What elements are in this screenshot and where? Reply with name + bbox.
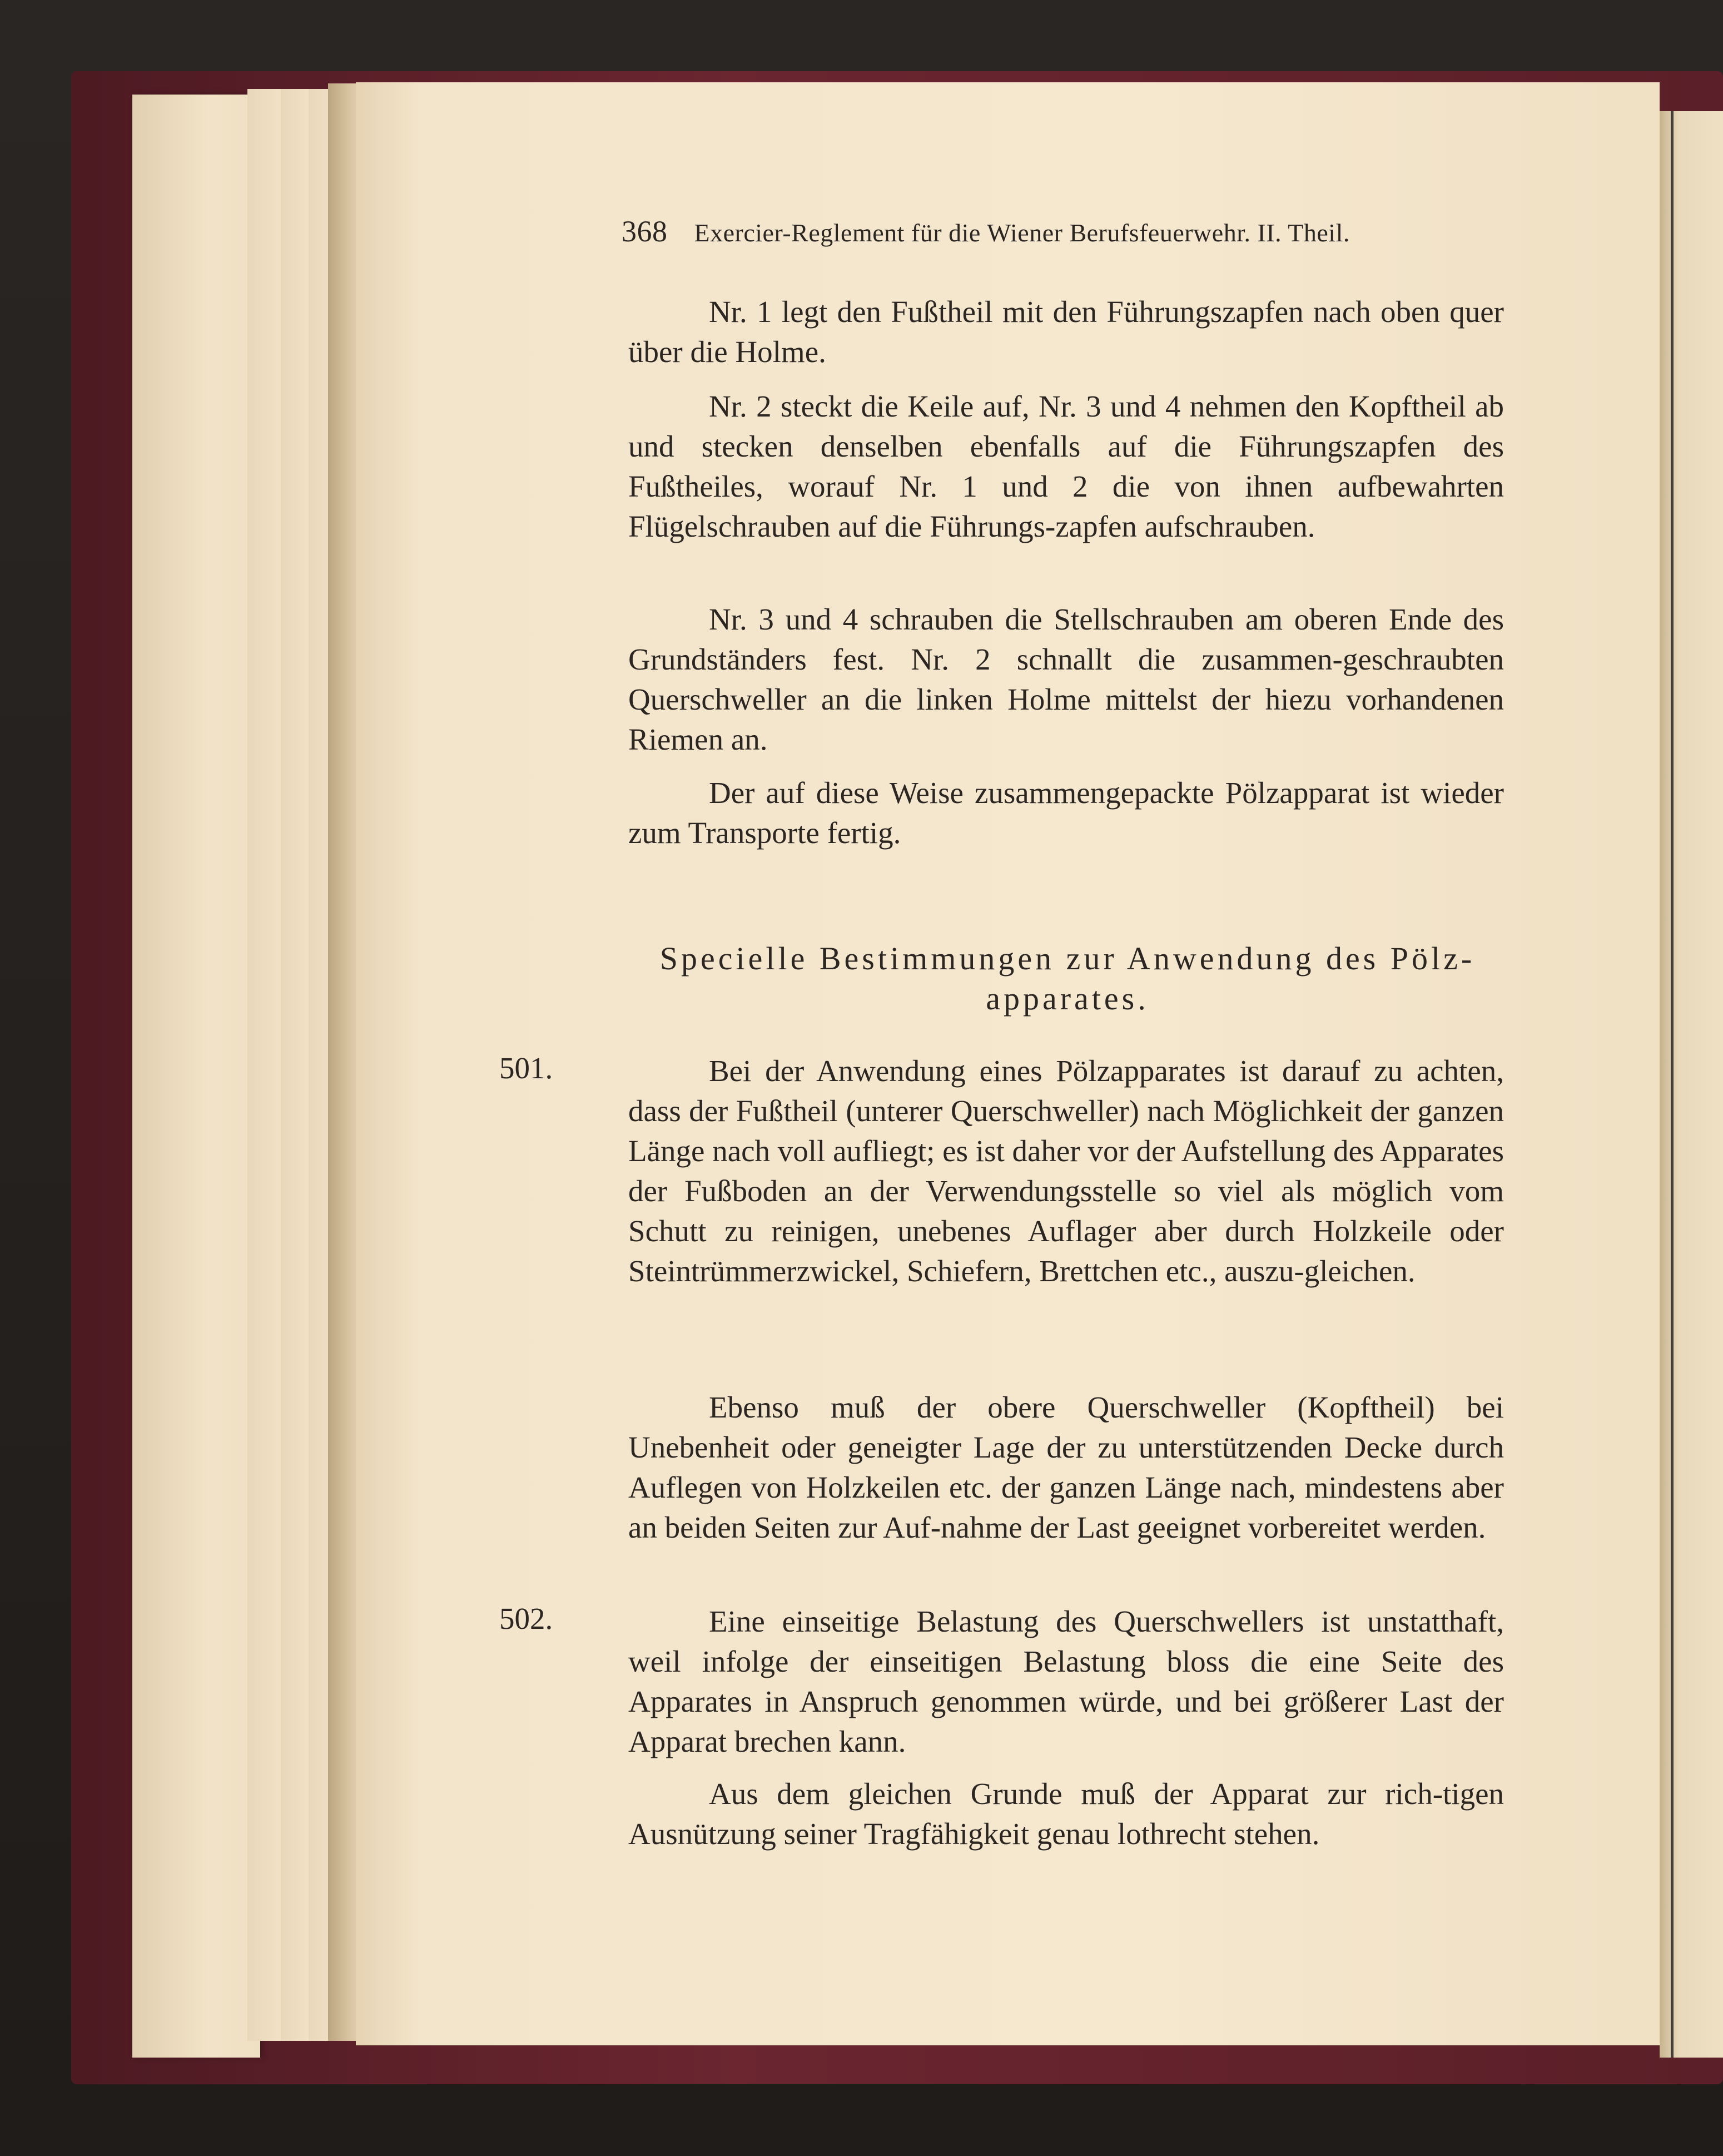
paragraph: Bei der Anwendung eines Pölzapparates ist darauf zu achten, dass der Fußtheil (unterer Querschweller) nach Möglichkeit der ganzen Länge nach voll aufliegt; es ist daher vor der Aufstellung des Apparates der Fußboden an der Verwendungsstelle so viel als möglich vom Schutt zu reinigen, unebenes Auflager aber durch Holzkeile oder Steintrümmerzwickel, Schiefern, Brettchen etc., auszu-gleichen. — [628, 1054, 1504, 1288]
paragraph: Ebenso muß der obere Querschweller (Kopftheil) bei Unebenheit oder geneigter Lage der zu unterstützenden Decke durch Auflegen von Holzkeilen etc. der ganzen Länge nach, mindestens aber an beiden Seiten zur Auf-nahme der Last geeignet vorbereitet werden. — [628, 1390, 1504, 1544]
paragraph: Nr. 3 und 4 schrauben die Stellschrauben am oberen Ende des Grundständers fest. Nr. 2 schnallt die zusammen-geschraubten Querschweller an die linken Holme mittelst der hiezu vorhandenen Riemen an. — [628, 602, 1504, 756]
margin-number-502: 502. — [499, 1602, 553, 1635]
paragraph: Nr. 1 legt den Fußtheil mit den Führungszapfen nach oben quer über die Holme. — [628, 295, 1504, 369]
margin-number-501: 501. — [499, 1051, 553, 1085]
left-page-stack — [132, 95, 260, 2058]
paragraph: Aus dem gleichen Grunde muß der Apparat zur rich-tigen Ausnützung seiner Tragfähigkeit genau lothrecht stehen. — [628, 1777, 1504, 1851]
page-number: 368 — [622, 215, 668, 248]
paragraph: Eine einseitige Belastung des Querschwellers ist unstatthaft, weil infolge der einseitigen Belastung bloss die eine Seite des Apparates in Anspruch genommen würde, und bei größerer Last der Apparat brechen kann. — [628, 1604, 1504, 1758]
paragraph: Nr. 2 steckt die Keile auf, Nr. 3 und 4 nehmen den Kopftheil ab und stecken denselben ebenfalls auf die Führungszapfen des Fußtheiles, worauf Nr. 1 und 2 die von ihnen aufbewahrten Flügelschrauben auf die Führungs-zapfen aufschrauben. — [628, 389, 1504, 543]
section-heading: Specielle Bestimmungen zur Anwendung des Pölz-apparates. — [659, 940, 1476, 1017]
running-head — [622, 214, 1478, 249]
right-page-edge — [1660, 111, 1723, 2058]
running-title: Exercier-Reglement für die Wiener Berufsfeuerwehr. II. Theil. — [694, 219, 1350, 247]
page-edge-line — [1671, 111, 1674, 2058]
paragraph: Der auf diese Weise zusammengepackte Pölzapparat ist wieder zum Transporte fertig. — [628, 776, 1504, 850]
